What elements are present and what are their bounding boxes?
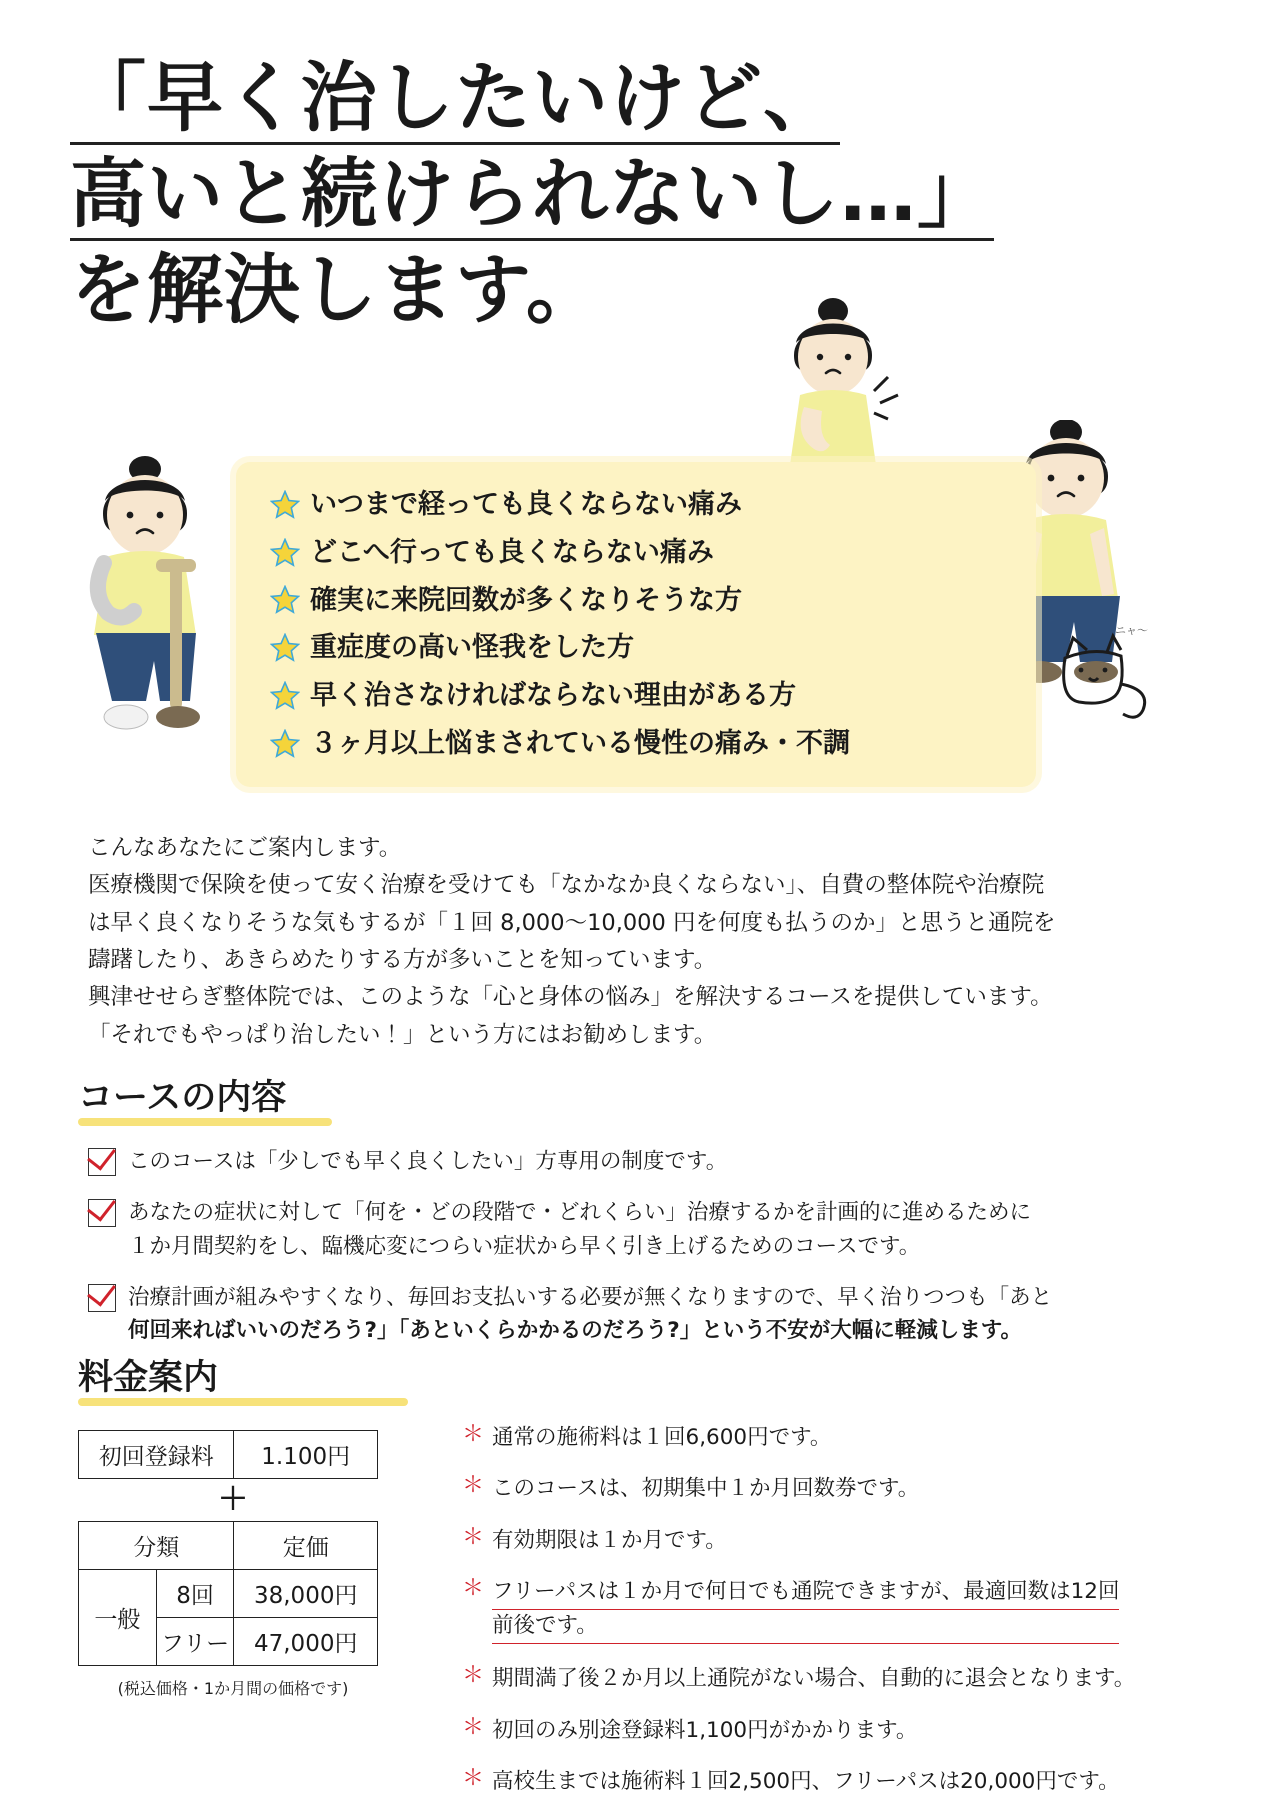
table-header-row [79,1522,378,1570]
note-label: 有効期限は１か月です。 [492,1527,727,1553]
column-header-price: 定価 [234,1522,378,1570]
list-item-label: 早く治さなければならない理由がある方 [310,680,796,711]
list-item-label: どこへ行っても良くならない痛み [310,536,714,568]
intro-line: 医療機関で保険を使って安く治療を受けても「なかなか良くならない」、自費の整体院や治療院 [88,872,1045,899]
list-item-label: 確実に来院回数が多くなりそうな方 [310,584,742,616]
list-item-label: 重症度の高い怪我をした方 [310,632,634,664]
star-icon [270,681,300,711]
headline-line-1: 「早く治したいけど、 [70,55,840,145]
illustration-woman-crutch [70,455,260,759]
intro-paragraph [88,830,1198,1054]
list-item [270,488,1060,522]
intro-line: 興津せせらぎ整体院では、このような「心と身体の悩み」を解決するコースを提供しています。 [88,984,1053,1011]
asterisk-icon: ＊ [462,1524,485,1550]
note-label: フリーパスは１か月で何日でも通院できますが、最適回数は12回 [492,1576,1119,1610]
list-item [462,1473,1262,1505]
course-checklist [88,1145,1208,1366]
list-item [88,1145,1208,1178]
list-item [270,727,1060,761]
price-section-heading: 料金案内 [78,1358,219,1398]
asterisk-icon: ＊ [462,1765,485,1791]
row-category-general: 一般 [79,1570,157,1666]
page-title [70,53,1220,335]
star-icon [270,538,300,568]
star-icon [270,585,300,615]
course-section-heading: コースの内容 [78,1078,287,1118]
price-notes-list [462,1422,1262,1817]
list-item-label: １か月間契約をし、臨機応変につらい症状から早く引き上げるためのコースです。 [128,1233,921,1259]
list-item-label: 治療計画が組みやすくなり、毎回お支払いする必要が無くなりますので、早く治りつつも「あと [128,1284,1053,1310]
list-item [270,536,1060,570]
note-label: 初回のみ別途登録料1,100円がかかります。 [492,1717,918,1743]
note-label: 通常の施術料は１回6,600円です。 [492,1425,832,1450]
registration-fee-label: 初回登録料 [79,1431,234,1479]
checkbox-icon [88,1199,116,1227]
checkbox-icon [88,1284,116,1312]
checkbox-icon [88,1148,116,1176]
list-item [270,631,1060,665]
list-item [462,1766,1262,1798]
note-label: 前後です。 [492,1610,1119,1644]
star-icon [270,490,300,520]
registration-fee-value: 1.100円 [234,1431,378,1479]
list-item [88,1281,1208,1348]
illustration-woman-shoulder-pain [770,295,910,489]
course-heading-underline [78,1118,332,1126]
plan-label-free: フリー [156,1618,234,1666]
list-item [462,1422,1262,1454]
asterisk-icon: ＊ [462,1663,485,1689]
list-item-label: いつまで経っても良くならない痛み [310,489,742,520]
price-heading-underline [78,1398,408,1406]
list-item [462,1715,1262,1747]
star-icon [270,729,300,759]
table-row [79,1431,378,1479]
list-item [462,1576,1262,1645]
list-item-label: 何回来ればいいのだろう?」「あといくらかかるのだろう?」という不安が大幅に軽減します。 [128,1318,1022,1344]
list-item [462,1663,1262,1695]
intro-line: こんなあなたにご案内します。 [88,835,402,861]
note-label: 高校生までは施術料１回2,500円、フリーパスは20,000円です。 [492,1768,1120,1794]
list-item [270,584,1060,618]
asterisk-icon: ＊ [462,1422,485,1447]
list-item-label: このコースは「少しでも早く良くしたい」方専用の制度です。 [128,1149,728,1174]
intro-line: 躊躇したり、あきらめたりする方が多いことを知っています。 [88,947,717,974]
star-icon [270,633,300,663]
registration-fee-table [78,1430,378,1479]
asterisk-icon: ＊ [462,1714,485,1740]
tax-note: (税込価格・1か月間の価格です) [117,1679,349,1698]
plan-label-8times: 8回 [156,1570,234,1618]
column-header-category: 分類 [79,1522,234,1570]
headline-line-3: を解決します。 [70,245,603,335]
headline-line-2: 高いと続けられないし…」 [70,151,994,241]
table-row [79,1570,378,1618]
list-item-label: ３ヶ月以上悩まされている慢性の痛み・不調 [310,727,850,759]
price-table-area [78,1430,388,1699]
asterisk-icon: ＊ [462,1575,485,1601]
list-item-label: あなたの症状に対して「何を・どの段階で・どれくらい」治療するかを計画的に進めるために [128,1200,1032,1226]
highlight-bullet-list [270,488,1060,775]
plan-price-free: 47,000円 [234,1618,378,1666]
illustration-cat [1045,612,1165,726]
intro-line: 「それでもやっぱり治したい！」という方にはお勧めします。 [88,1021,717,1048]
svg-text:ニャ〜: ニャ〜 [1115,624,1148,637]
list-item [270,679,1060,713]
plus-symbol: ＋ [218,1482,248,1517]
asterisk-icon: ＊ [462,1473,485,1499]
note-label: このコースは、初期集中１か月回数券です。 [492,1476,920,1502]
course-price-table [78,1521,378,1666]
note-label: 期間満了後２か月以上通院がない場合、自動的に退会となります。 [492,1666,1136,1692]
list-item [88,1196,1208,1263]
list-item [462,1525,1262,1557]
intro-line: は早く良くなりそうな気もするが「１回 8,000〜10,000 円を何度も払うのか」と思うと通院を [88,909,1056,936]
plan-price-8times: 38,000円 [234,1570,378,1618]
